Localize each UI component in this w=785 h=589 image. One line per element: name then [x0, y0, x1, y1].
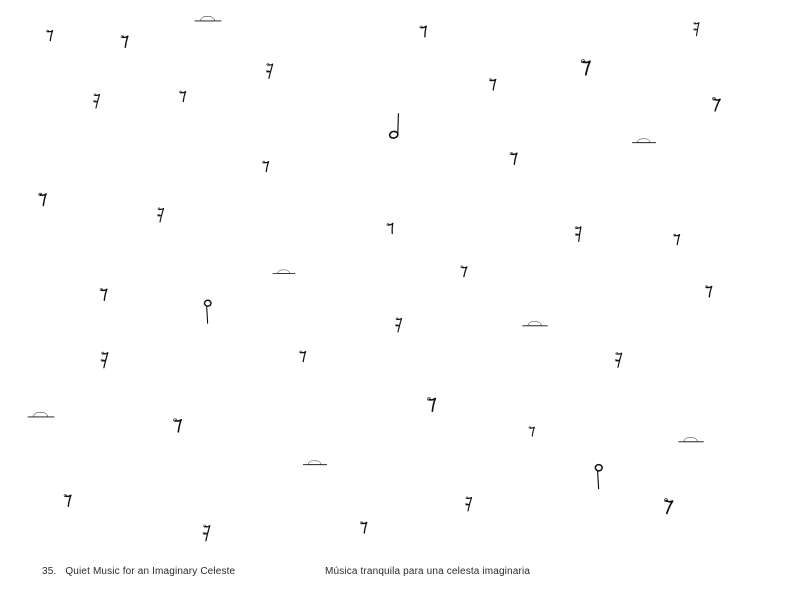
- eighth-rest-glyph: [705, 283, 714, 298]
- eighth-rest-glyph: [580, 57, 593, 78]
- sixteenth-rest-glyph: [615, 351, 624, 370]
- sixteenth-rest-glyph: [101, 350, 110, 370]
- eighth-rest-glyph: [386, 220, 396, 236]
- half-rest-glyph: [678, 436, 705, 445]
- eighth-rest-glyph: [173, 416, 183, 434]
- eighth-rest-glyph: [528, 425, 535, 438]
- eighth-rest-glyph: [121, 33, 130, 49]
- eighth-rest-glyph: [100, 286, 109, 302]
- sixteenth-rest-glyph: [266, 62, 275, 81]
- caption-row: [0, 566, 785, 580]
- half-note-up-glyph: [388, 113, 401, 140]
- eighth-rest-glyph: [489, 76, 498, 91]
- half-rest-glyph: [27, 411, 55, 420]
- half-rest-glyph: [272, 268, 296, 276]
- caption-spanish: Música tranquila para una celesta imaginaria: [325, 566, 531, 577]
- eighth-rest-glyph: [661, 495, 676, 516]
- piece-title-english: Quiet Music for an Imaginary Celeste: [65, 566, 236, 577]
- caption-english: [42, 566, 235, 577]
- eighth-rest-glyph: [179, 89, 187, 103]
- eighth-rest-glyph: [673, 232, 681, 246]
- eighth-rest-glyph: [510, 150, 519, 166]
- half-note-down-glyph: [203, 299, 213, 325]
- half-rest-glyph: [631, 137, 656, 145]
- eighth-rest-glyph: [360, 519, 369, 534]
- eighth-rest-glyph: [459, 264, 468, 279]
- sixteenth-rest-glyph: [693, 20, 702, 37]
- sixteenth-rest-glyph: [93, 92, 101, 110]
- sixteenth-rest-glyph: [395, 316, 403, 334]
- sixteenth-rest-glyph: [203, 523, 212, 543]
- half-rest-glyph: [522, 320, 549, 329]
- eighth-rest-glyph: [262, 159, 270, 173]
- piece-number: 35.: [42, 566, 57, 577]
- eighth-rest-glyph: [299, 349, 307, 363]
- eighth-rest-glyph: [427, 395, 437, 413]
- sixteenth-rest-glyph: [465, 495, 473, 513]
- half-rest-glyph: [302, 459, 327, 467]
- eighth-rest-glyph: [419, 23, 429, 39]
- half-note-down-glyph: [594, 464, 605, 491]
- sixteenth-rest-glyph: [157, 206, 165, 224]
- eighth-rest-glyph: [64, 492, 73, 508]
- half-rest-glyph: [194, 15, 222, 24]
- sixteenth-rest-glyph: [574, 224, 584, 244]
- eighth-rest-glyph: [710, 94, 723, 113]
- eighth-rest-glyph: [46, 28, 54, 42]
- eighth-rest-glyph: [38, 191, 47, 208]
